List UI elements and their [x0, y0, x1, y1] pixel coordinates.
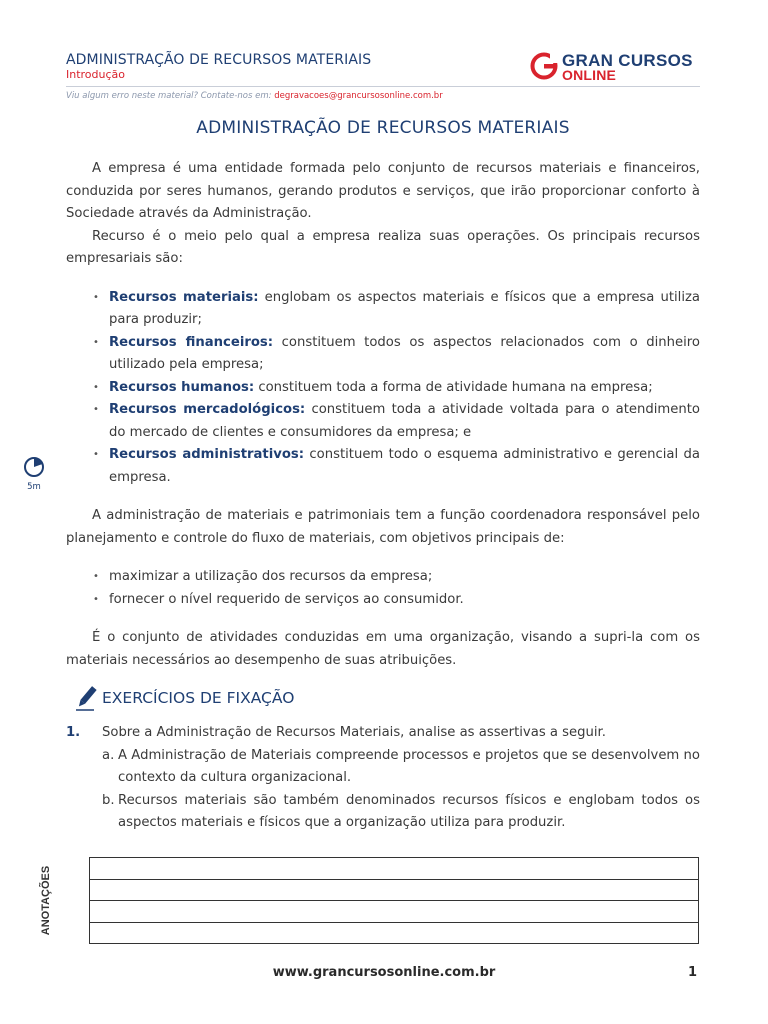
- notes-line: [90, 923, 698, 945]
- notes-box[interactable]: [89, 857, 699, 944]
- resource-term: Recursos materiais:: [109, 289, 259, 305]
- question-number: 1.: [66, 725, 81, 740]
- gran-cursos-logo[interactable]: [530, 52, 700, 84]
- list-item: [66, 287, 700, 332]
- list-item: [66, 444, 700, 489]
- list-item: [66, 399, 700, 444]
- paragraph-resources-intro: Recurso é o meio pelo qual a empresa realiza suas operações. Os principais recursos empresariais são:: [66, 228, 700, 266]
- error-report-text: Viu algum erro neste material? Contate-nos em:: [66, 91, 272, 101]
- list-item: • fornecer o nível requerido de serviços ao consumidor.: [66, 589, 700, 612]
- document-body: [66, 158, 700, 672]
- header-subtitle: Introdução: [66, 68, 126, 81]
- reading-timer: [22, 456, 46, 496]
- document-title: ADMINISTRAÇÃO DE RECURSOS MATERIAIS: [196, 118, 570, 138]
- header-divider: [66, 86, 700, 87]
- resource-term: Recursos financeiros:: [109, 334, 274, 350]
- resource-term: Recursos mercadológicos:: [109, 402, 306, 417]
- paragraph-materials-admin: A administração de materiais e patrimoniais tem a função coordenadora responsável pelo planejamento e controle do fluxo de materiais, com objetivos principais de:: [66, 508, 700, 546]
- item-text: Recursos materiais são também denominados recursos físicos e englobam todos os aspectos materiais e físicos que a organização utiliza para produzir.: [118, 792, 700, 830]
- logo-text-sub: ONLINE: [562, 67, 617, 83]
- resources-list: [66, 287, 700, 490]
- item-letter: b.: [102, 792, 115, 808]
- resource-description: constituem toda a forma de atividade humana na empresa;: [254, 379, 653, 395]
- paragraph-company: A empresa é uma entidade formada pelo conjunto de recursos materiais e financeiros, conduzida por seres humanos, gerando produtos e serviços, que irão proporcionar conforto à Sociedade através da Administração.: [66, 161, 700, 221]
- item-letter: a.: [102, 747, 115, 763]
- list-item: • maximizar a utilização dos recursos da empresa;: [66, 566, 700, 589]
- list-item: [66, 332, 700, 377]
- notes-line: [90, 901, 698, 923]
- question-text: Sobre a Administração de Recursos Materiais, analise as assertivas a seguir.: [102, 725, 606, 740]
- notes-line: [90, 858, 698, 880]
- timer-icon: [23, 456, 45, 478]
- question-item-b: [102, 790, 700, 835]
- pencil-icon: [74, 684, 98, 712]
- footer-website-link[interactable]: www.grancursosonline.com.br: [272, 965, 496, 980]
- error-report-line: [66, 91, 443, 101]
- notes-line: [90, 880, 698, 902]
- list-item: [66, 377, 700, 400]
- item-text: A Administração de Materiais compreende processos e projetos que se desenvolvem no contexto da cultura organizacional.: [118, 747, 700, 785]
- resource-description: constituem toda a atividade voltada para o atendimento do mercado de clientes e consumidores da empresa; e: [109, 402, 700, 440]
- notes-label: ANOTAÇÕES: [40, 865, 52, 936]
- page-number: 1: [688, 965, 698, 980]
- header-title: ADMINISTRAÇÃO DE RECURSOS MATERIAIS: [66, 52, 372, 68]
- paragraph-definition: É o conjunto de atividades conduzidas em uma organização, visando a supri-la com os materiais necessários ao desempenho de suas atribuições.: [66, 630, 700, 668]
- objectives-list: [66, 566, 700, 611]
- logo-text-main: GRAN CURSOS: [562, 51, 693, 70]
- question-item-a: [102, 745, 700, 790]
- question-1: [66, 722, 700, 835]
- resource-term: Recursos humanos:: [109, 379, 255, 395]
- resource-description: constituem todos os aspectos relacionados com o dinheiro utilizado pela empresa;: [109, 334, 701, 372]
- resource-term: Recursos administrativos:: [109, 447, 305, 462]
- logo-g-icon: [530, 52, 558, 80]
- resource-description: constituem todo o esquema administrativo e gerencial da empresa.: [109, 447, 701, 485]
- error-report-email-link[interactable]: degravacoes@grancursosonline.com.br: [274, 91, 443, 101]
- timer-label: 5m: [27, 482, 41, 492]
- exercises-title: EXERCÍCIOS DE FIXAÇÃO: [102, 689, 295, 707]
- resource-description: englobam os aspectos materiais e físicos que a empresa utiliza para produzir;: [109, 289, 700, 327]
